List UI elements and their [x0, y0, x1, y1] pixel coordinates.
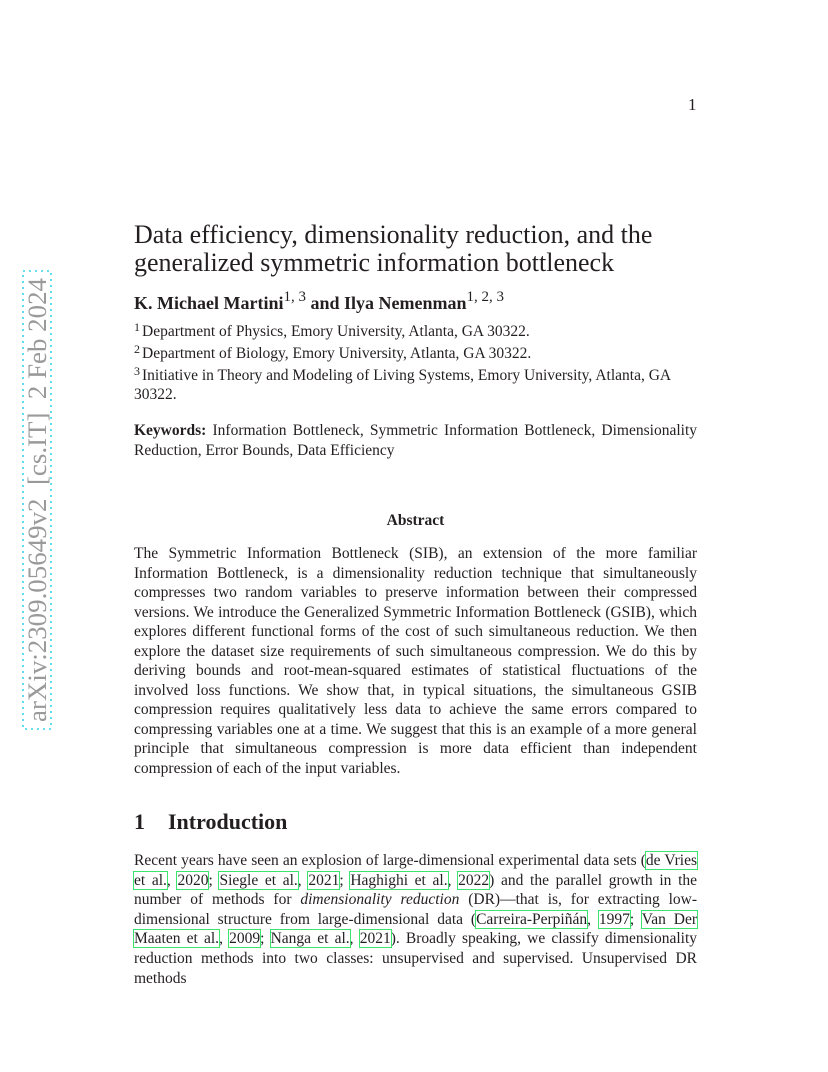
author-affiliation-marks: 1, 3 — [283, 289, 306, 305]
citation-link[interactable]: 2009 — [229, 930, 261, 948]
section-title: Introduction — [168, 809, 288, 834]
text: ). Broadly speaking, we classify dimensionality reduction methods into two classes: unsupervised and supervised. Unsupervised DR methods — [134, 930, 698, 987]
author-name: K. Michael Martini — [134, 293, 284, 313]
citation-link[interactable]: 2020 — [177, 871, 209, 889]
affiliation — [134, 340, 699, 363]
affiliation-number: 3 — [134, 364, 140, 378]
citation-link[interactable]: Carreira-Perpiñán — [476, 910, 588, 928]
section-heading — [134, 809, 287, 835]
citation-link[interactable]: Nanga et al. — [270, 930, 350, 948]
text: ; — [339, 871, 351, 889]
introduction-body — [134, 851, 697, 988]
text: ) and the parallel growth in the number of methods for — [134, 871, 698, 909]
title-line-1: Data efficiency, dimensionality reduction, and the — [134, 220, 653, 249]
citation-link[interactable]: 2021 — [308, 871, 340, 889]
citation-link[interactable]: 2022 — [458, 871, 490, 889]
citation-link[interactable]: Van Der Maaten et al. — [134, 910, 697, 948]
section-number: 1 — [134, 809, 145, 834]
text: , — [349, 930, 360, 948]
citation-link[interactable]: de Vries et al. — [134, 852, 697, 889]
abstract-body: The Symmetric Information Bottleneck (SIB), an extension of the more familiar Information Bottleneck, is a dimensionality reduction technique that simultaneously compresses two random variables to preserve information between their compressed versions. We introduce the Generalized Symmetric Information Bottleneck (GSIB), which explores different functional forms of the cost of such simultaneous reduction. We then explore the dataset size requirements of such simultaneous compression. We do this by deriving bounds and root-mean-squared estimates of statistical fluctuations of the involved loss functions. We show that, in typical situations, the simultaneous GSIB compression requires qualitatively less data to achieve the same errors compared to compressing variables one at a time. We suggest that this is an example of a more general principle that simultaneous compression is more data efficient than independent compression of each of the input variables. — [134, 545, 697, 777]
keywords-label: Keywords: — [134, 422, 207, 439]
text: Recent years have seen an explosion of large-dimensional experimental data sets ( — [134, 852, 646, 869]
paper-title — [134, 221, 704, 277]
page-number: 1 — [688, 95, 697, 114]
citation-link[interactable]: Haghighi et al. — [350, 871, 448, 889]
citation-link[interactable]: Siegle et al. — [219, 871, 298, 889]
arxiv-stamp-text: arXiv:2309.05649v2 [cs.IT] 2 Feb 2024 — [23, 293, 52, 722]
affiliation-text: Department of Biology, Emory University, Atlanta, GA 30322. — [142, 345, 532, 362]
affiliation — [134, 318, 699, 341]
affiliation-text: Initiative in Theory and Modeling of Living Systems, Emory University, Atlanta, GA 30322. — [134, 367, 671, 403]
keywords — [134, 421, 697, 461]
text: ; — [208, 871, 220, 889]
affiliation-number: 1 — [134, 320, 140, 334]
affiliation-number: 2 — [134, 342, 140, 356]
text: , — [587, 910, 599, 928]
author-name: Ilya Nemenman — [344, 293, 467, 313]
affiliation — [134, 362, 699, 404]
author-conjunction: and — [305, 293, 344, 313]
abstract-heading: Abstract — [386, 512, 445, 529]
keywords-text: Information Bottleneck, Symmetric Information Bottleneck, Dimensionality Reduction, Error Bounds, Data Efficiency — [134, 422, 698, 459]
emphasis: dimensionality reduction — [300, 891, 460, 909]
citation-link[interactable]: 2021 — [359, 930, 391, 948]
text: (DR)—that is, for extracting low-dimensional structure from large-dimensional data ( — [134, 891, 698, 928]
citation-link[interactable]: 1997 — [598, 910, 630, 928]
text: ; — [629, 910, 642, 928]
arxiv-stamp — [22, 270, 52, 730]
affiliation-text: Department of Physics, Emory University, Atlanta, GA 30322. — [142, 323, 530, 340]
text: , — [166, 871, 178, 889]
author-list — [134, 289, 504, 314]
text: , — [219, 930, 230, 948]
text: ; — [260, 930, 271, 948]
text: , — [447, 871, 459, 889]
author-affiliation-marks: 1, 2, 3 — [466, 289, 504, 305]
text: , — [297, 871, 309, 889]
title-line-2: generalized symmetric information bottleneck — [134, 248, 615, 277]
